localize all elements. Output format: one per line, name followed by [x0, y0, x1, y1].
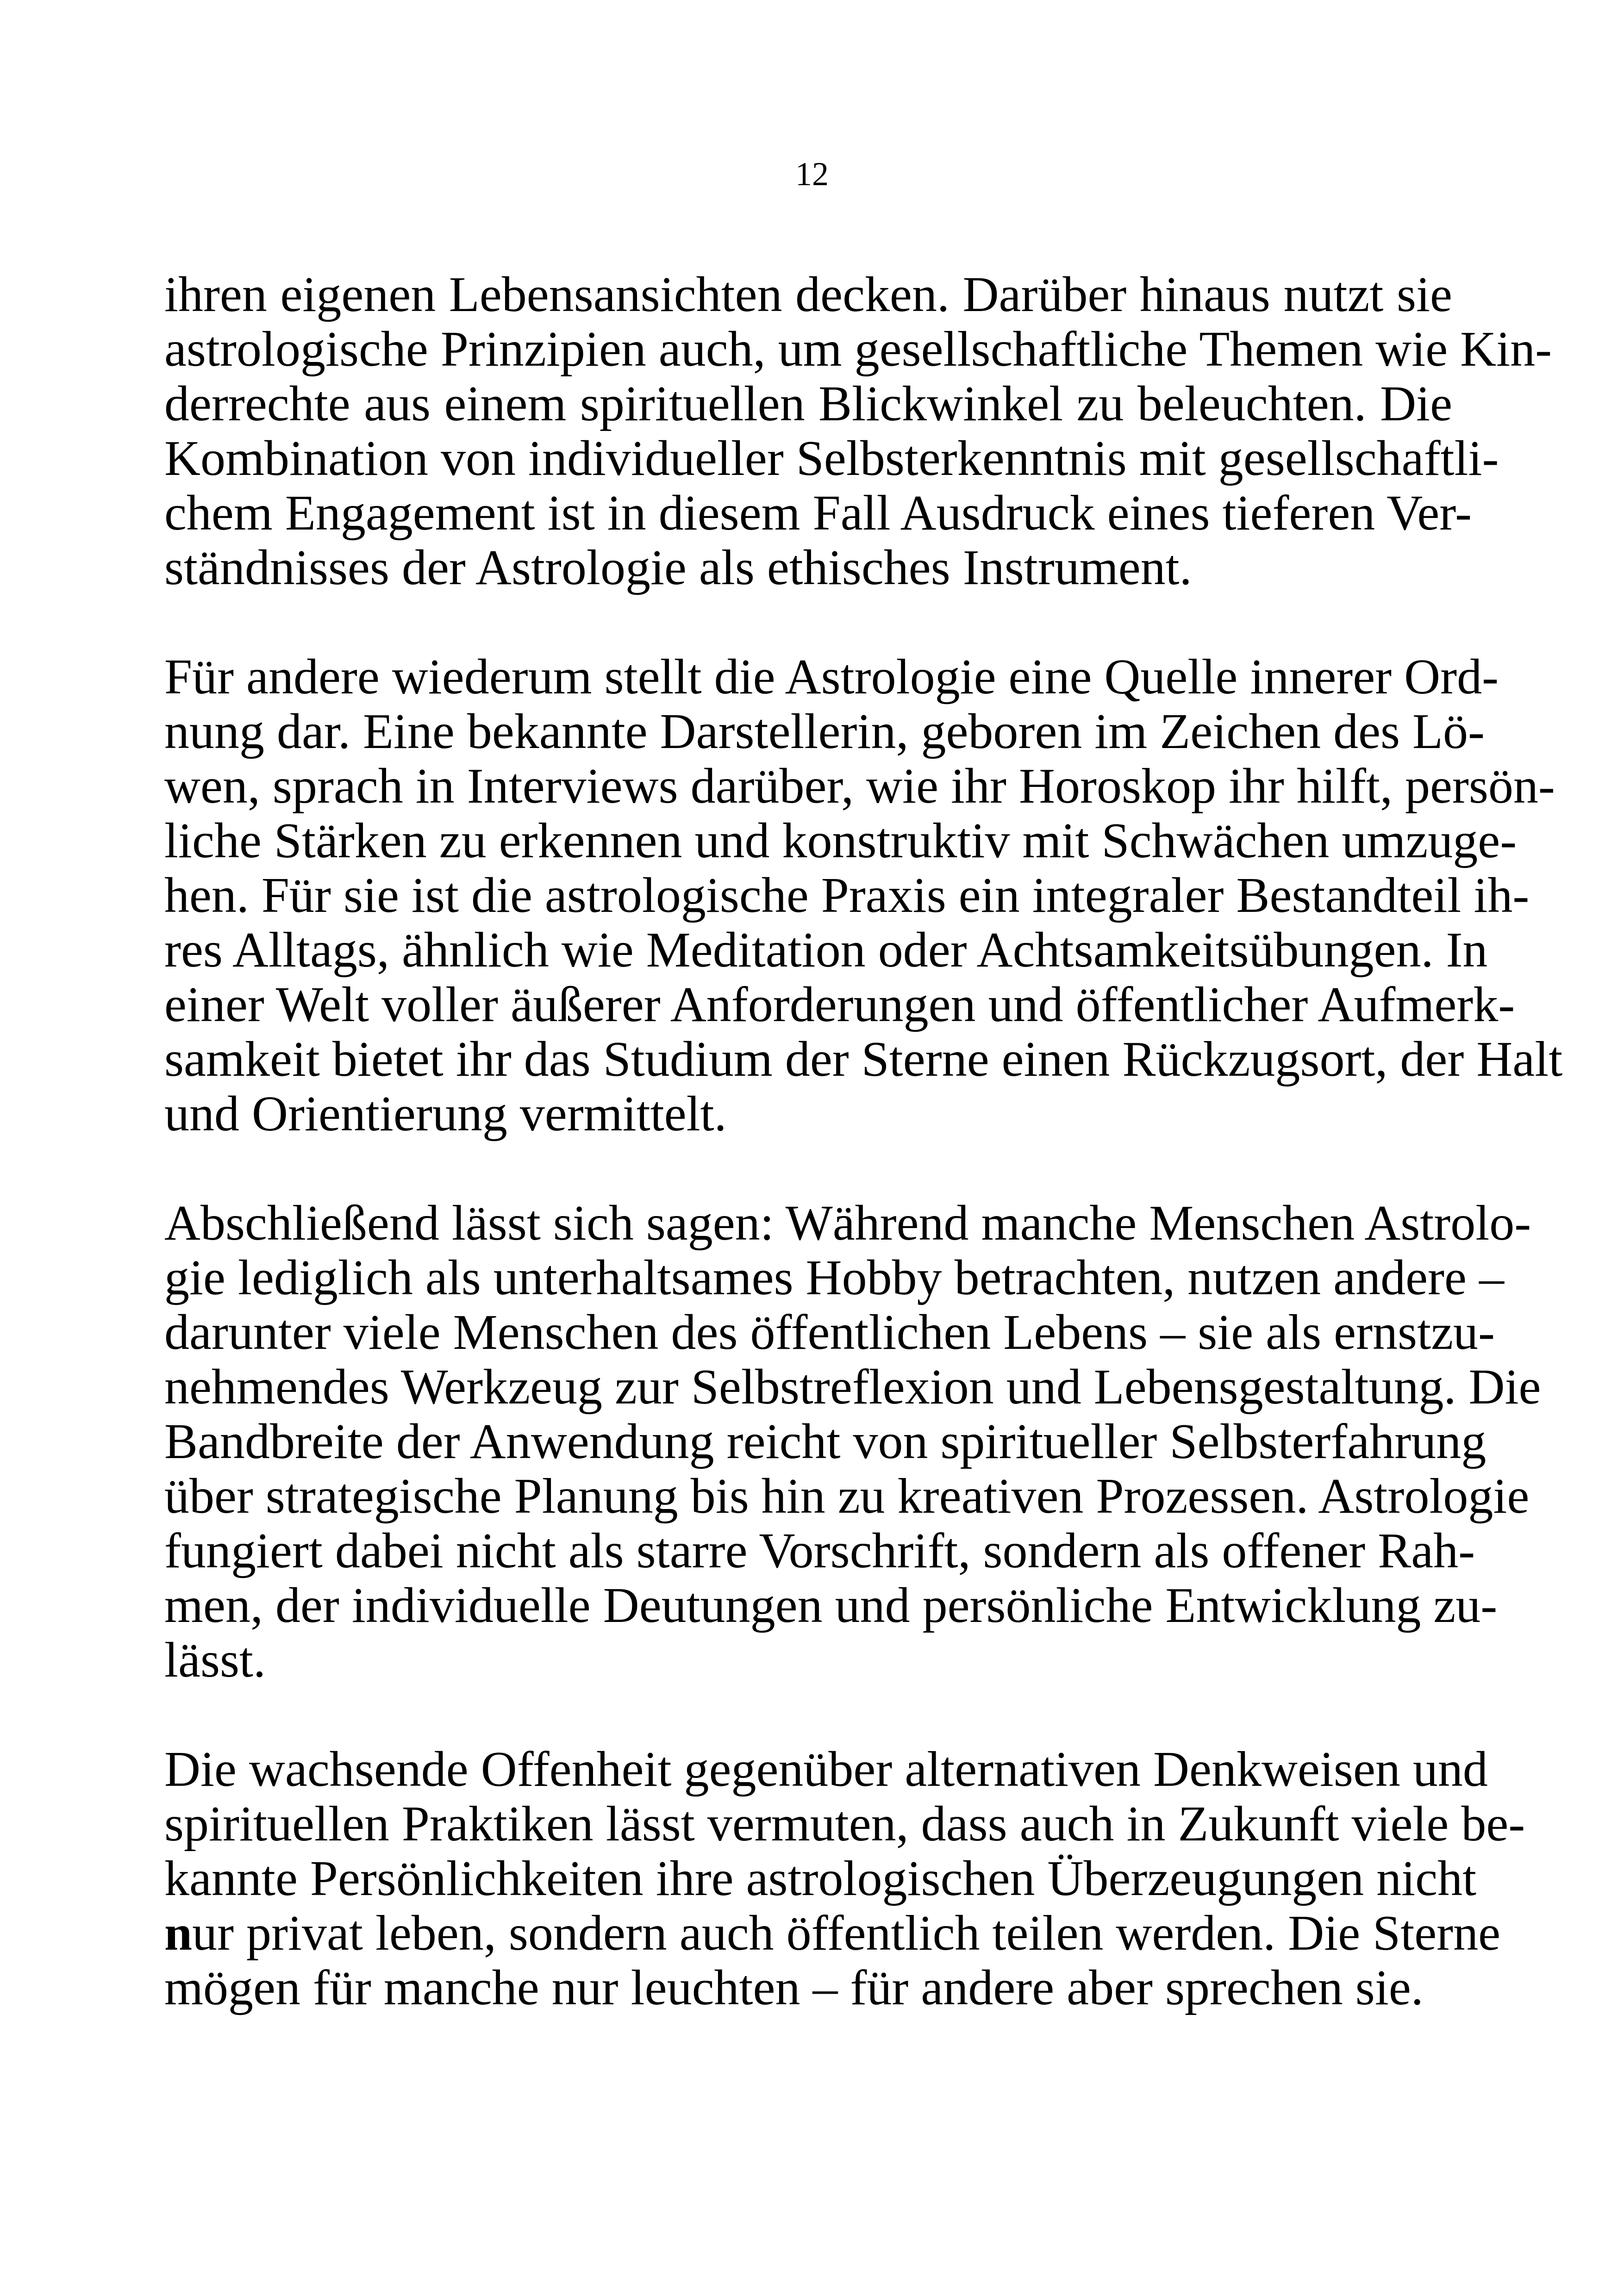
text-line: spirituellen Praktiken lässt vermuten, dass auch in Zukunft viele be-	[164, 1796, 1525, 1852]
text-line-with-bold-start	[164, 1906, 1501, 1961]
text-line: astrologische Prinzipien auch, um gesellschaftliche Themen wie Kin-	[164, 322, 1552, 377]
text-line: samkeit bietet ihr das Studium der Sterne einen Rückzugsort, der Halt	[164, 1032, 1563, 1087]
text-line: res Alltags, ähnlich wie Meditation oder Achtsamkeitsübungen. In	[164, 923, 1488, 978]
text-line: Für andere wiederum stellt die Astrologie eine Quelle innerer Ord-	[164, 649, 1499, 705]
text-line: mögen für manche nur leuchten – für andere aber sprechen sie.	[164, 1960, 1424, 2015]
text-line: derrechte aus einem spirituellen Blickwinkel zu beleuchten. Die	[164, 376, 1452, 431]
paragraph-gap	[164, 595, 1452, 650]
text-line: Abschließend lässt sich sagen: Während manche Menschen Astrolo-	[164, 1196, 1531, 1251]
paragraph	[164, 1196, 1541, 1688]
paragraph	[164, 1742, 1525, 2015]
text-line: und Orientierung vermittelt.	[164, 1086, 727, 1141]
text-line: nehmendes Werkzeug zur Selbstreflexion und Lebensgestaltung. Die	[164, 1360, 1541, 1415]
text-line: Bandbreite der Anwendung reicht von spiritueller Selbsterfahrung	[164, 1414, 1487, 1469]
text-line: über strategische Planung bis hin zu kreativen Prozessen. Astrologie	[164, 1469, 1530, 1524]
page-number: 12	[795, 156, 829, 193]
text-line: ständnisses der Astrologie als ethisches Instrument.	[164, 540, 1192, 595]
text-line: darunter viele Menschen des öffentlichen Lebens – sie als ernstzu-	[164, 1305, 1495, 1360]
text-line: chem Engagement ist in diesem Fall Ausdruck eines tieferen Ver-	[164, 486, 1472, 541]
paragraph	[164, 267, 1552, 595]
paragraph	[164, 649, 1563, 1141]
body-text	[164, 267, 1563, 2015]
paragraph-gap	[164, 1688, 1452, 1742]
text-line: ihren eigenen Lebensansichten decken. Darüber hinaus nutzt sie	[164, 267, 1452, 322]
text-line: nung dar. Eine bekannte Darstellerin, geboren im Zeichen des Lö-	[164, 704, 1485, 759]
text-line: hen. Für sie ist die astrologische Praxis ein integraler Bestandteil ih-	[164, 868, 1530, 923]
text-line: wen, sprach in Interviews darüber, wie ihr Horoskop ihr hilft, persön-	[164, 759, 1555, 814]
text-line-rest: ur privat leben, sondern auch öffentlich teilen werden. Die Sterne	[192, 1906, 1501, 1961]
text-line: Kombination von individueller Selbsterkenntnis mit gesellschaftli-	[164, 431, 1499, 486]
bold-letter: n	[164, 1906, 193, 1961]
text-line: liche Stärken zu erkennen und konstruktiv mit Schwächen umzuge-	[164, 813, 1517, 868]
text-line: einer Welt voller äußerer Anforderungen und öffentlicher Aufmerk-	[164, 977, 1515, 1032]
text-line: men, der individuelle Deutungen und persönliche Entwicklung zu-	[164, 1578, 1498, 1633]
text-line: gie lediglich als unterhaltsames Hobby betrachten, nutzen andere –	[164, 1250, 1504, 1305]
text-line: lässt.	[164, 1633, 266, 1688]
text-line: Die wachsende Offenheit gegenüber alternativen Denkweisen und	[164, 1742, 1488, 1797]
text-line: fungiert dabei nicht als starre Vorschrift, sondern als offener Rah-	[164, 1523, 1475, 1578]
paragraph-gap	[164, 1141, 1452, 1196]
text-line: kannte Persönlichkeiten ihre astrologischen Überzeugungen nicht	[164, 1851, 1477, 1906]
